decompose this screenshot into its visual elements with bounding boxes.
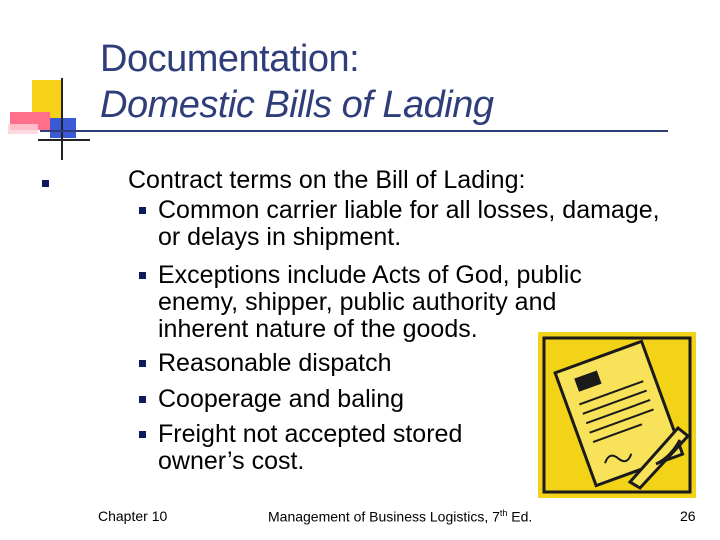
footer-book-title: Management of Business Logistics, 7th Ed. xyxy=(268,508,533,525)
sub-bullet-item xyxy=(158,421,508,475)
bullet-marker xyxy=(139,431,146,438)
sub-bullet-text: Freight not accepted stored owner’s cost. xyxy=(158,420,463,475)
main-bullet-text: Contract terms on the Bill of Lading: xyxy=(128,166,526,194)
sub-bullet-text: Reasonable dispatch xyxy=(158,349,392,377)
title-divider xyxy=(40,130,668,132)
sub-bullet-item xyxy=(158,197,678,251)
slide-title-line2: Domestic Bills of Lading xyxy=(100,84,494,126)
sub-bullet-text: Exceptions include Acts of God, public enemy, shipper, public authority and inherent nature of the goods. xyxy=(158,261,582,343)
footer-page-number: 26 xyxy=(680,508,696,524)
footer-chapter: Chapter 10 xyxy=(98,508,168,524)
sub-bullet-text: Common carrier liable for all losses, damage, or delays in shipment. xyxy=(158,196,660,251)
sub-bullet-text: Cooperage and baling xyxy=(158,385,405,413)
document-signing-icon xyxy=(538,332,696,498)
bullet-marker xyxy=(139,396,146,403)
sub-bullet-item xyxy=(158,262,638,343)
slide-title-line1: Documentation: xyxy=(100,38,360,80)
bullet-marker xyxy=(42,180,49,187)
decorative-corner-graphic xyxy=(0,0,110,170)
bullet-marker xyxy=(139,360,146,367)
bullet-marker xyxy=(139,207,146,214)
bullet-marker xyxy=(139,272,146,279)
